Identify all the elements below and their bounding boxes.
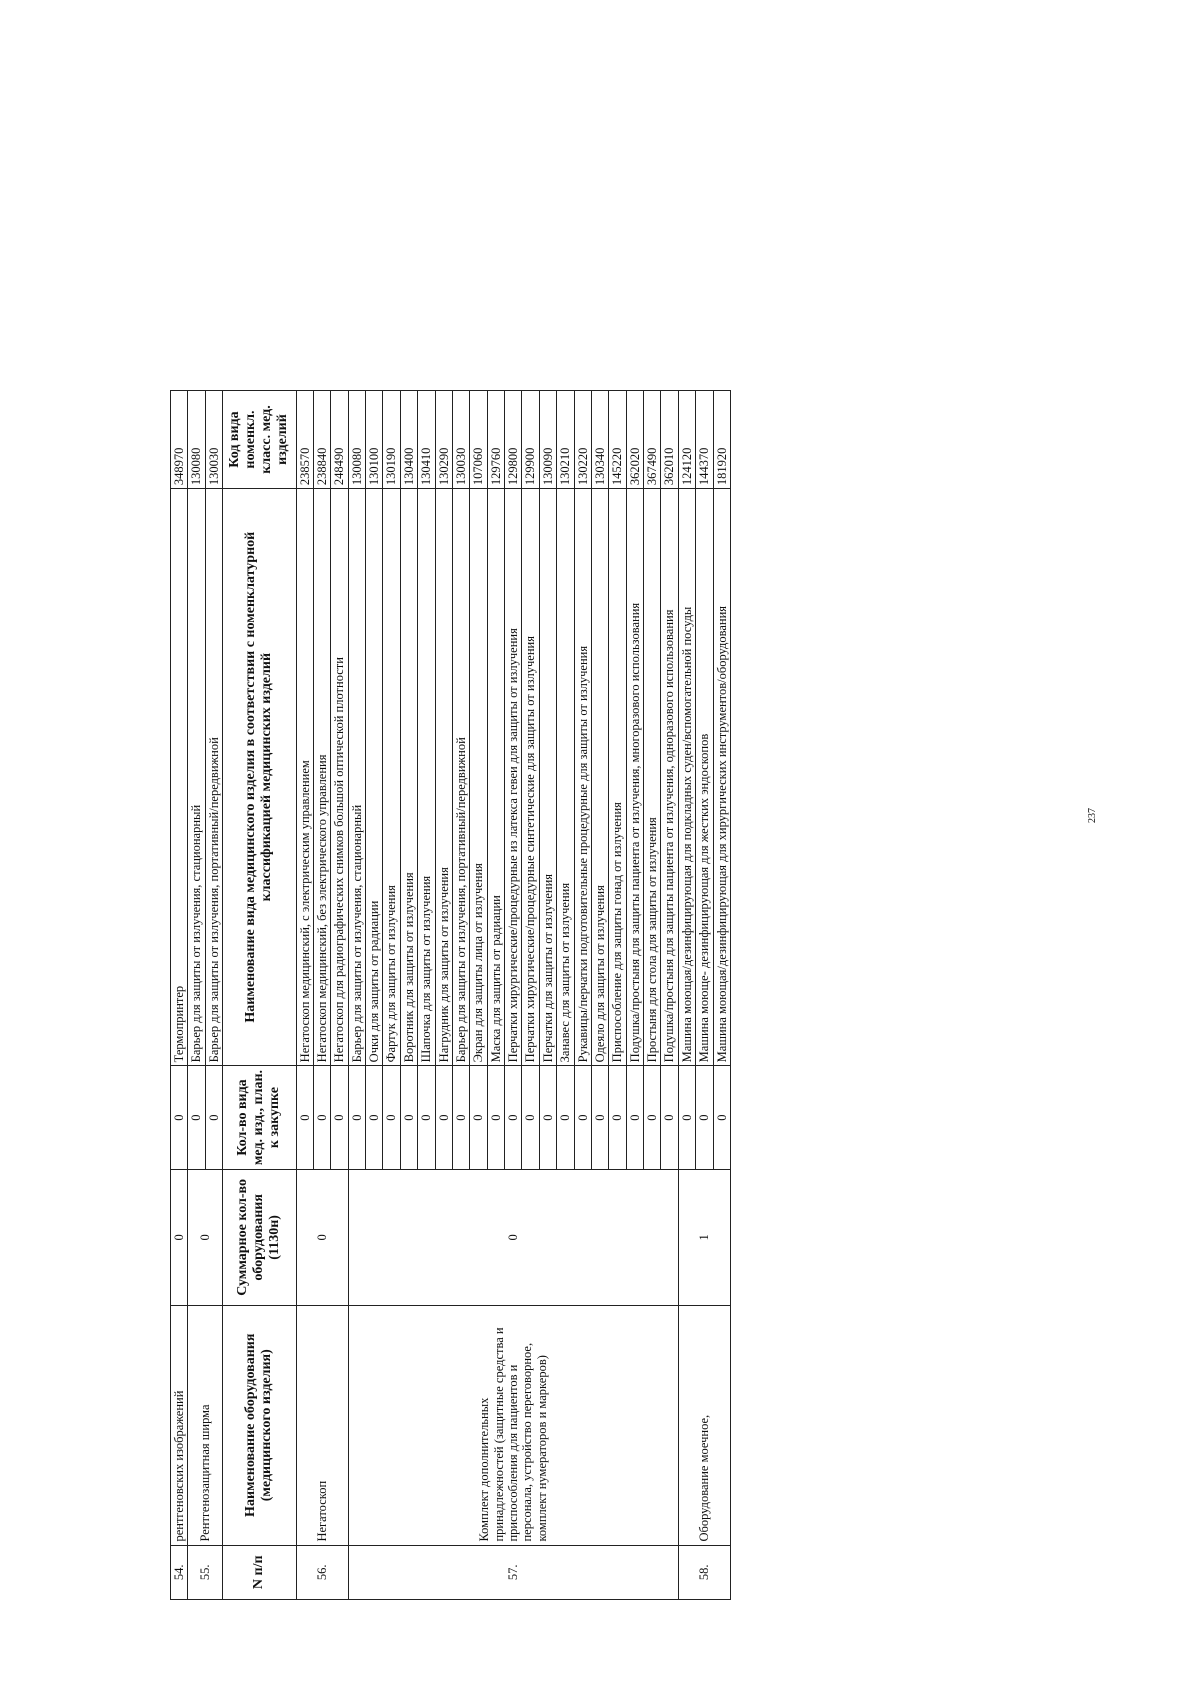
kind-code: 130190 xyxy=(383,391,400,489)
kind-code: 238570 xyxy=(296,391,313,489)
kind-qty: 0 xyxy=(644,1066,661,1169)
kind-qty: 0 xyxy=(574,1066,591,1169)
kind-code: 130030 xyxy=(452,391,469,489)
kind-qty: 0 xyxy=(487,1066,504,1169)
kind-qty: 0 xyxy=(296,1066,313,1169)
kind-code: 238840 xyxy=(313,391,330,489)
header-equipment: Наименование оборудования (медицинского изделия) xyxy=(223,1305,296,1545)
kind-qty: 0 xyxy=(591,1066,608,1169)
kind-code: 130080 xyxy=(188,391,205,489)
kind-name: Негатоскоп для радиографических снимков большой оптической плотности xyxy=(331,489,348,1066)
kind-name: Подушка/простыня для защиты пациента от излучения, многоразового использования xyxy=(626,489,643,1066)
equipment-name: Комплект дополнительных принадлежностей (защитные средства и приспособления для пациентов и персонала, устройство переговорное, комплект нумераторов и маркеров) xyxy=(348,1305,678,1545)
kind-name: Барьер для защиты от излучения, портативный/передвижной xyxy=(452,489,469,1066)
row-number: 54. xyxy=(171,1545,188,1599)
kind-code: 145220 xyxy=(609,391,626,489)
kind-code: 124120 xyxy=(678,391,695,489)
kind-name: Приспособление для защиты гонад от излучения xyxy=(609,489,626,1066)
kind-code: 130090 xyxy=(539,391,556,489)
header-kind-name: Наименование вида медицинского изделия в соответствии с номенклатурной классификацией медицинских изделий xyxy=(223,489,296,1066)
kind-qty: 0 xyxy=(626,1066,643,1169)
kind-code: 348970 xyxy=(171,391,188,489)
kind-name: Машина моющая/дезинфицирующая для подкладных суден/вспомогательной посуды xyxy=(678,489,695,1066)
kind-name: Экран для защиты лица от излучения xyxy=(470,489,487,1066)
kind-qty: 0 xyxy=(505,1066,522,1169)
kind-qty: 0 xyxy=(557,1066,574,1169)
total-qty: 0 xyxy=(348,1169,678,1305)
header-total-qty: Суммарное кол-во оборудования (1130н) xyxy=(223,1169,296,1305)
rotated-page xyxy=(170,390,1050,1600)
kind-name: Рукавицы/перчатки подготовительные процедурные для защиты от излучения xyxy=(574,489,591,1066)
table-row xyxy=(678,391,695,1600)
equipment-name: Рентгенозащитная ширма xyxy=(188,1305,223,1545)
kind-name: Нагрудник для защиты от излучения xyxy=(435,489,452,1066)
kind-name: Маска для защиты от радиации xyxy=(487,489,504,1066)
kind-code: 362010 xyxy=(661,391,678,489)
kind-name: Негатоскоп медицинский, с электрическим управлением xyxy=(296,489,313,1066)
kind-qty: 0 xyxy=(522,1066,539,1169)
kind-qty: 0 xyxy=(383,1066,400,1169)
kind-code: 130030 xyxy=(205,391,222,489)
table-row xyxy=(296,391,313,1600)
kind-name: Негатоскоп медицинский, без электрического управления xyxy=(313,489,330,1066)
kind-name: Занавес для защиты от излучения xyxy=(557,489,574,1066)
kind-name: Простыня для стола для защиты от излучения xyxy=(644,489,661,1066)
kind-name: Фартук для защиты от излучения xyxy=(383,489,400,1066)
kind-qty: 0 xyxy=(435,1066,452,1169)
row-number: 58. xyxy=(678,1545,730,1599)
table-row xyxy=(348,391,365,1600)
table-header xyxy=(223,391,296,1600)
kind-name: Барьер для защиты от излучения, портативный/передвижной xyxy=(205,489,222,1066)
kind-qty: 0 xyxy=(366,1066,383,1169)
kind-name: Подушка/простыня для защиты пациента от излучения, одноразового использования xyxy=(661,489,678,1066)
kind-name: Перчатки для защиты от излучения xyxy=(539,489,556,1066)
kind-name: Барьер для защиты от излучения, стационарный xyxy=(188,489,205,1066)
kind-code: 130290 xyxy=(435,391,452,489)
equipment-name: рентгеновских изображений xyxy=(171,1305,188,1545)
kind-code: 129800 xyxy=(505,391,522,489)
table-row xyxy=(188,391,205,1600)
kind-qty: 0 xyxy=(539,1066,556,1169)
row-number: 56. xyxy=(296,1545,348,1599)
total-qty: 1 xyxy=(678,1169,730,1305)
kind-name: Барьер для защиты от излучения, стационарный xyxy=(348,489,365,1066)
kind-code: 130210 xyxy=(557,391,574,489)
kind-code: 362020 xyxy=(626,391,643,489)
kind-code: 129900 xyxy=(522,391,539,489)
page-number: 237 xyxy=(1087,808,1098,823)
kind-name: Перчатки хирургические/процедурные из латекса гевеи для защиты от излучения xyxy=(505,489,522,1066)
kind-name: Термопринтер xyxy=(171,489,188,1066)
row-number: 55. xyxy=(188,1545,223,1599)
kind-code: 248490 xyxy=(331,391,348,489)
total-qty: 0 xyxy=(296,1169,348,1305)
kind-code: 181920 xyxy=(713,391,730,489)
kind-code: 130080 xyxy=(348,391,365,489)
kind-code: 107060 xyxy=(470,391,487,489)
kind-qty: 0 xyxy=(205,1066,222,1169)
kind-name: Машина моюще- дезинфицирующая для жестких эндоскопов xyxy=(696,489,713,1066)
kind-code: 130340 xyxy=(591,391,608,489)
kind-qty: 0 xyxy=(713,1066,730,1169)
table-row xyxy=(171,391,188,1600)
kind-qty: 0 xyxy=(331,1066,348,1169)
kind-code: 144370 xyxy=(696,391,713,489)
row-number: 57. xyxy=(348,1545,678,1599)
kind-name: Машина моющая/дезинфицирующая для хирургических инструментов/оборудования xyxy=(713,489,730,1066)
kind-qty: 0 xyxy=(609,1066,626,1169)
header-code: Код вида номенкл. класс. мед. изделий xyxy=(223,391,296,489)
equipment-table xyxy=(170,390,731,1600)
kind-qty: 0 xyxy=(661,1066,678,1169)
kind-code: 130100 xyxy=(366,391,383,489)
equipment-name: Негатоскоп xyxy=(296,1305,348,1545)
kind-name: Перчатки хирургические/процедурные синтетические для защиты от излучения xyxy=(522,489,539,1066)
kind-qty: 0 xyxy=(696,1066,713,1169)
total-qty: 0 xyxy=(188,1169,223,1305)
kind-name: Шапочка для защиты от излучения xyxy=(418,489,435,1066)
kind-qty: 0 xyxy=(400,1066,417,1169)
kind-qty: 0 xyxy=(452,1066,469,1169)
kind-qty: 0 xyxy=(313,1066,330,1169)
kind-qty: 0 xyxy=(470,1066,487,1169)
kind-name: Воротник для защиты от излучения xyxy=(400,489,417,1066)
kind-qty: 0 xyxy=(171,1066,188,1169)
kind-qty: 0 xyxy=(188,1066,205,1169)
kind-qty: 0 xyxy=(678,1066,695,1169)
kind-code: 367490 xyxy=(644,391,661,489)
kind-qty: 0 xyxy=(418,1066,435,1169)
kind-code: 130410 xyxy=(418,391,435,489)
equipment-name: Оборудование моечное, xyxy=(678,1305,730,1545)
kind-code: 130220 xyxy=(574,391,591,489)
kind-code: 129760 xyxy=(487,391,504,489)
kind-name: Очки для защиты от радиации xyxy=(366,489,383,1066)
kind-name: Одеяло для защиты от излучения xyxy=(591,489,608,1066)
kind-qty: 0 xyxy=(348,1066,365,1169)
kind-code: 130400 xyxy=(400,391,417,489)
header-n: N п/п xyxy=(223,1545,296,1599)
total-qty: 0 xyxy=(171,1169,188,1305)
header-kind-qty: Кол-во вида мед. изд., план. к закупке xyxy=(223,1066,296,1169)
